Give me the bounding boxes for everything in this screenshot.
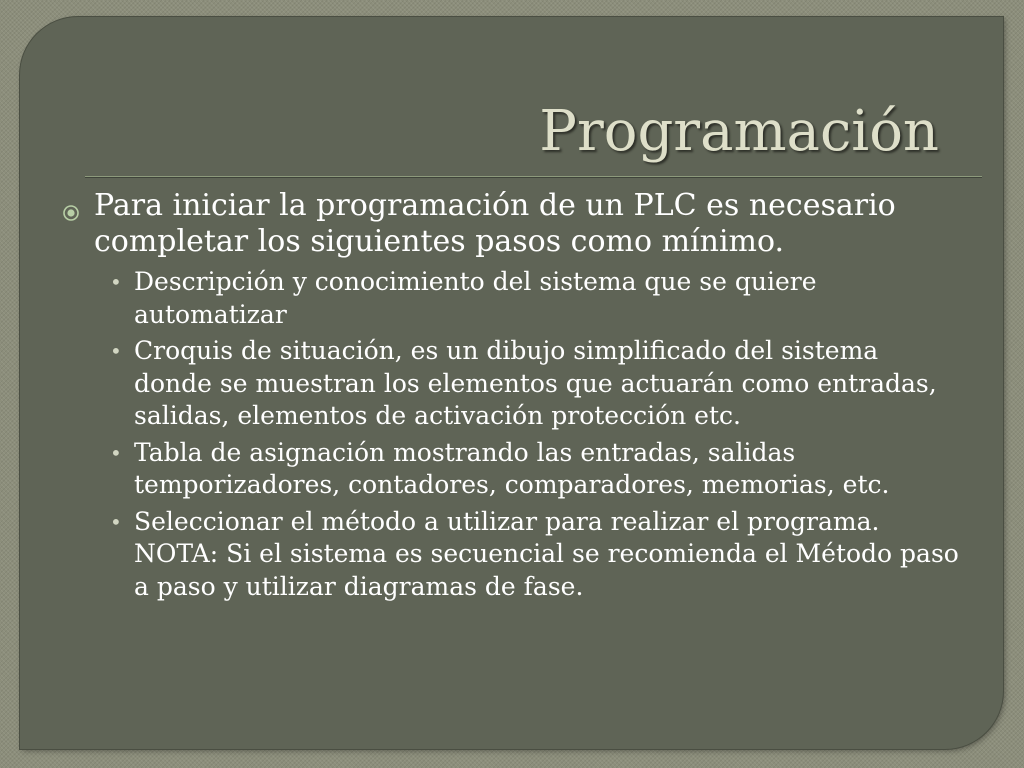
small-dot-icon: • [110,509,122,534]
small-dot-icon: • [110,270,122,294]
sub-bullet-text: Croquis de situación, es un dibujo simplificado del sistema donde se muestran los elementos que actuarán como entradas, salidas, elementos de activación protección etc. [134,336,937,430]
small-dot-icon: • [110,440,122,465]
sub-bullet-list [62,266,962,603]
title-divider [85,176,982,177]
sub-bullet-item [62,335,962,433]
small-dot-icon: • [110,339,122,363]
circled-dot-icon [62,195,80,213]
main-bullet-text: Para iniciar la programación de un PLC es necesario completar los siguientes pasos como mínimo. [94,188,896,259]
main-bullet [62,188,962,260]
slide-content [62,188,962,607]
sub-bullet-item [62,266,962,331]
slide-title: Programación [539,99,939,164]
sub-bullet-text: Descripción y conocimiento del sistema que se quiere automatizar [134,267,817,329]
sub-bullet-item [62,437,962,502]
sub-bullet-item [62,506,962,604]
sub-bullet-text: Seleccionar el método a utilizar para realizar el programa. NOTA: Si el sistema es secuencial se recomienda el Método paso a paso y utilizar diagramas de fase. [134,506,959,601]
sub-bullet-text: Tabla de asignación mostrando las entradas, salidas temporizadores, contadores, comparadores, memorias, etc. [134,437,890,499]
